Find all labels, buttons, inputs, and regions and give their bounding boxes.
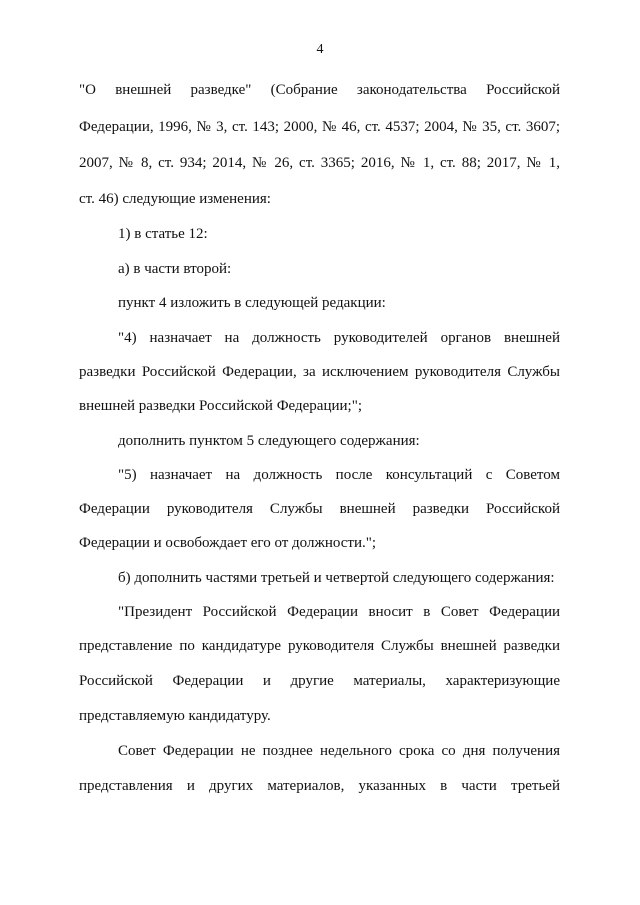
text-line: дополнить пунктом 5 следующего содержания: xyxy=(118,433,420,449)
text-line: 1) в статье 12: xyxy=(118,226,208,242)
text-line: внешней разведки Российской Федерации;"; xyxy=(79,398,362,414)
text-line: "5) назначает на должность после консультаций с Советом xyxy=(118,467,560,483)
text-line: представления и других материалов, указанных в части третьей xyxy=(79,778,560,794)
text-line: "О внешней разведке" (Собрание законодательства Российской xyxy=(79,82,560,98)
text-line: Федерации, 1996, № 3, ст. 143; 2000, № 46, ст. 4537; 2004, № 35, ст. 3607; xyxy=(79,119,560,135)
text-line: ст. 46) следующие изменения: xyxy=(79,191,271,207)
text-line: Российской Федерации и другие материалы, характеризующие xyxy=(79,673,560,689)
text-line: представляемую кандидатуру. xyxy=(79,708,271,724)
text-line: б) дополнить частями третьей и четвертой следующего содержания: xyxy=(118,570,555,586)
page-number: 4 xyxy=(316,42,324,57)
text-line: "Президент Российской Федерации вносит в Совет Федерации xyxy=(118,604,560,620)
text-line: Совет Федерации не позднее недельного срока со дня получения xyxy=(118,743,560,759)
text-line: Федерации руководителя Службы внешней разведки Российской xyxy=(79,501,560,517)
text-line: разведки Российской Федерации, за исключением руководителя Службы xyxy=(79,364,560,380)
text-line: Федерации и освобождает его от должности."; xyxy=(79,535,377,551)
text-line: представление по кандидатуре руководителя Службы внешней разведки xyxy=(79,638,560,654)
text-line: а) в части второй: xyxy=(118,261,232,277)
text-line: 2007, № 8, ст. 934; 2014, № 26, ст. 3365; 2016, № 1, ст. 88; 2017, № 1, xyxy=(79,155,560,171)
text-line: "4) назначает на должность руководителей органов внешней xyxy=(118,330,560,346)
text-line: пункт 4 изложить в следующей редакции: xyxy=(118,295,386,311)
